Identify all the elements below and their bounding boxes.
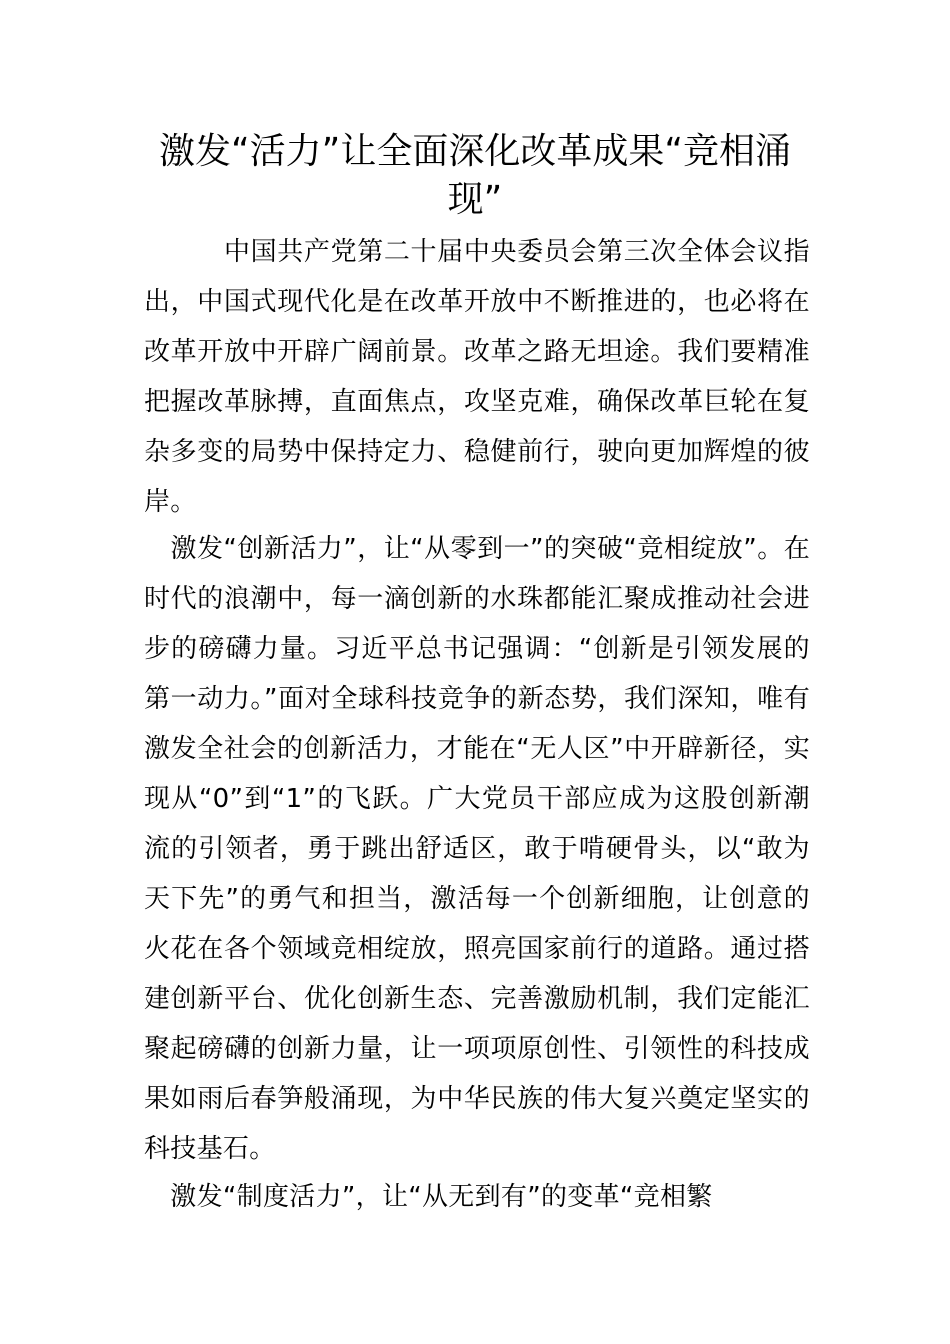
- paragraph-intro: 中国共产党第二十届中央委员会第三次全体会议指出，中国式现代化是在改革开放中不断推进的，也必将在改革开放中开辟广阔前景。改革之路无坦途。我们要精准把握改革脉搏，直面焦点，攻坚克难，确保改革巨轮在复杂多变的局势中保持定力、稳健前行，驶向更加辉煌的彼岸。: [144, 237, 810, 517]
- paragraph-innovation-vitality: 激发“创新活力”，让“从零到一”的突破“竞相绽放”。在时代的浪潮中，每一滴创新的水珠都能汇聚成推动社会进步的磅礴力量。习近平总书记强调：“创新是引领发展的第一动力。”面对全球科技竞争的新态势，我们深知，唯有激发全社会的创新活力，才能在“无人区”中开辟新径，实现从“0”到“1”的飞跃。广大党员干部应成为这股创新潮流的引领者，勇于跳出舒适区，敢于啃硬骨头，以“敢为天下先”的勇气和担当，激活每一个创新细胞，让创意的火花在各个领域竞相绽放，照亮国家前行的道路。通过搭建创新平台、优化创新生态、完善激励机制，我们定能汇聚起磅礴的创新力量，让一项项原创性、引领性的科技成果如雨后春笋般涌现，为中华民族的伟大复兴奠定坚实的科技基石。: [144, 534, 810, 1164]
- paragraph-institutional-vitality: 激发“制度活力”，让“从无到有”的变革“竞相繁: [144, 1182, 713, 1212]
- document-title: 激发“活力”让全面深化改革成果“竞相涌现”: [159, 131, 791, 220]
